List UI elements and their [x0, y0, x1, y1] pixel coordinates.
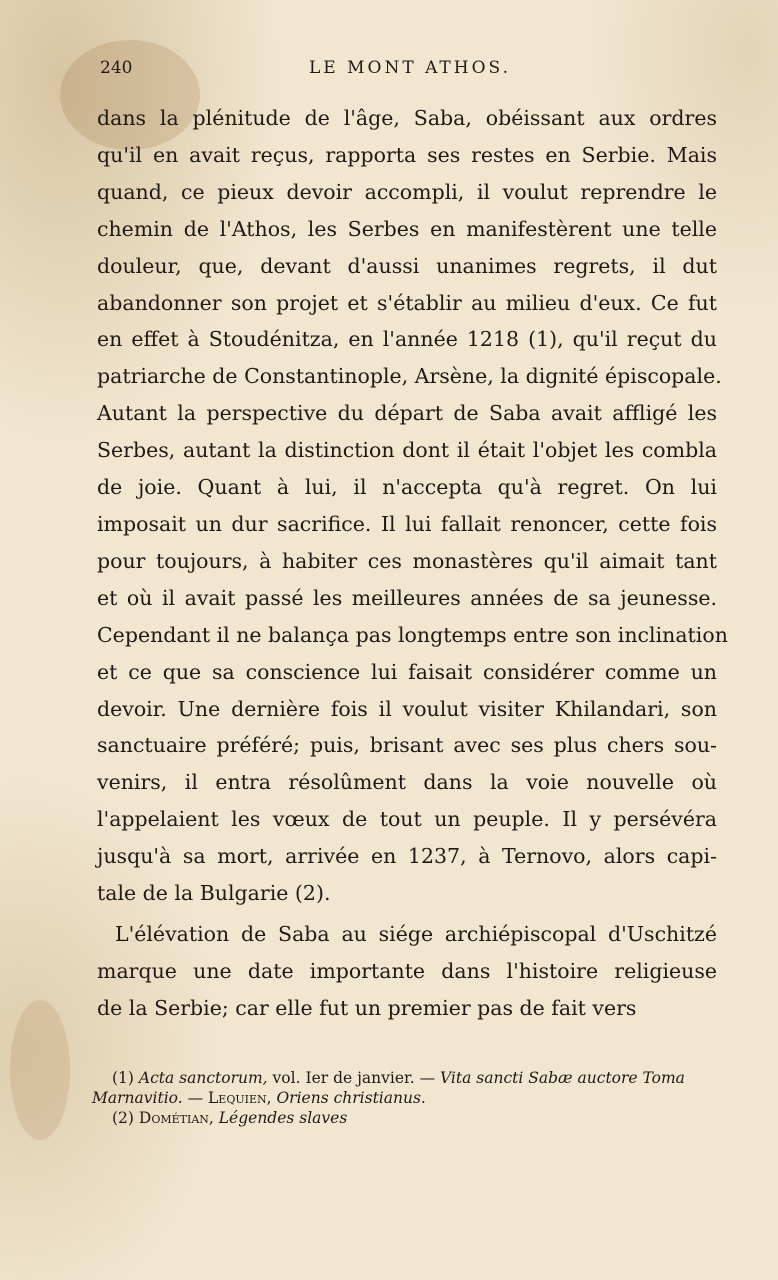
running-header — [100, 58, 720, 84]
footnote-2 — [92, 1108, 717, 1128]
running-title: LE MONT ATHOS. — [309, 58, 511, 78]
footnote-1 — [92, 1068, 717, 1088]
text-line: dans la plénitude de l'âge, Saba, obéissant aux ordres — [97, 106, 717, 130]
body-text — [97, 100, 728, 1027]
text-line: et ce que sa conscience lui faisait considérer comme un — [97, 659, 717, 684]
text-line: pour toujours, à habiter ces monastères qu'il aimait tant — [97, 548, 717, 573]
footnote-marker: (1) — [112, 1069, 134, 1087]
text-line: l'appelaient les vœux de tout un peuple. Il y persévéra — [97, 807, 717, 832]
text-line: abandonner son projet et s'établir au milieu d'eux. Ce fut — [97, 290, 717, 315]
text-line: qu'il en avait reçus, rapporta ses restes en Serbie. Mais — [97, 142, 717, 167]
footnote-author: Dométian, — [138, 1109, 214, 1127]
text-line: douleur, que, devant d'aussi unanimes regrets, il dut — [97, 253, 717, 278]
footnotes — [92, 1068, 717, 1128]
text-line: quand, ce pieux devoir accompli, il voulut reprendre le — [97, 179, 717, 204]
text-line: tale de la Bulgarie (2). — [97, 881, 331, 906]
footnote-title: Oriens christianus. — [271, 1089, 426, 1107]
text-line: venirs, il entra résolûment dans la voie nouvelle où — [97, 770, 717, 795]
text-line: de joie. Quant à lui, il n'accepta qu'à regret. On lui — [97, 475, 717, 500]
footnote-marker: (2) — [112, 1109, 134, 1127]
footnote-text: — — [182, 1089, 208, 1107]
text-line: Serbes, autant la distinction dont il était l'objet les combla — [97, 438, 717, 463]
text-line: en effet à Stoudénitza, en l'année 1218 (1), qu'il reçut du — [97, 327, 717, 352]
text-line: L'élévation de Saba au siége archiépiscopal d'Uschitzé — [115, 921, 717, 946]
text-line: marque une date importante dans l'histoire religieuse — [97, 958, 717, 983]
footnote-text: vol. Ier de janvier. — — [267, 1069, 441, 1087]
text-line: devoir. Une dernière fois il voulut visiter Khilandari, son — [97, 696, 717, 721]
text-line: sanctuaire préféré; puis, brisant avec ses plus chers sou- — [97, 733, 717, 758]
footnote-title: Vita sancti Sabæ auctore Toma — [440, 1069, 685, 1087]
text-line: imposait un dur sacrifice. Il lui fallait renoncer, cette fois — [97, 511, 717, 536]
text-line: chemin de l'Athos, les Serbes en manifestèrent une telle — [97, 216, 717, 241]
text-line: patriarche de Constantinople, Arsène, la dignité épiscopale. — [97, 364, 722, 389]
footnote-1-cont — [92, 1088, 717, 1108]
footnote-title: Légendes slaves — [213, 1109, 348, 1127]
foxing-stain — [10, 1000, 70, 1140]
page-number: 240 — [100, 58, 133, 78]
text-line: de la Serbie; car elle fut un premier pas de fait vers — [97, 995, 637, 1020]
text-line: et où il avait passé les meilleures années de sa jeunesse. — [97, 585, 717, 610]
footnote-title: Acta sanctorum, — [138, 1069, 268, 1087]
text-line: Cependant il ne balança pas longtemps entre son inclination — [97, 622, 728, 647]
footnote-author: Lequien, — [208, 1089, 272, 1107]
footnote-title: Marnavitio. — [92, 1089, 183, 1107]
text-line: jusqu'à sa mort, arrivée en 1237, à Ternovo, alors capi- — [97, 844, 717, 869]
text-line: Autant la perspective du départ de Saba avait affligé les — [97, 401, 717, 426]
